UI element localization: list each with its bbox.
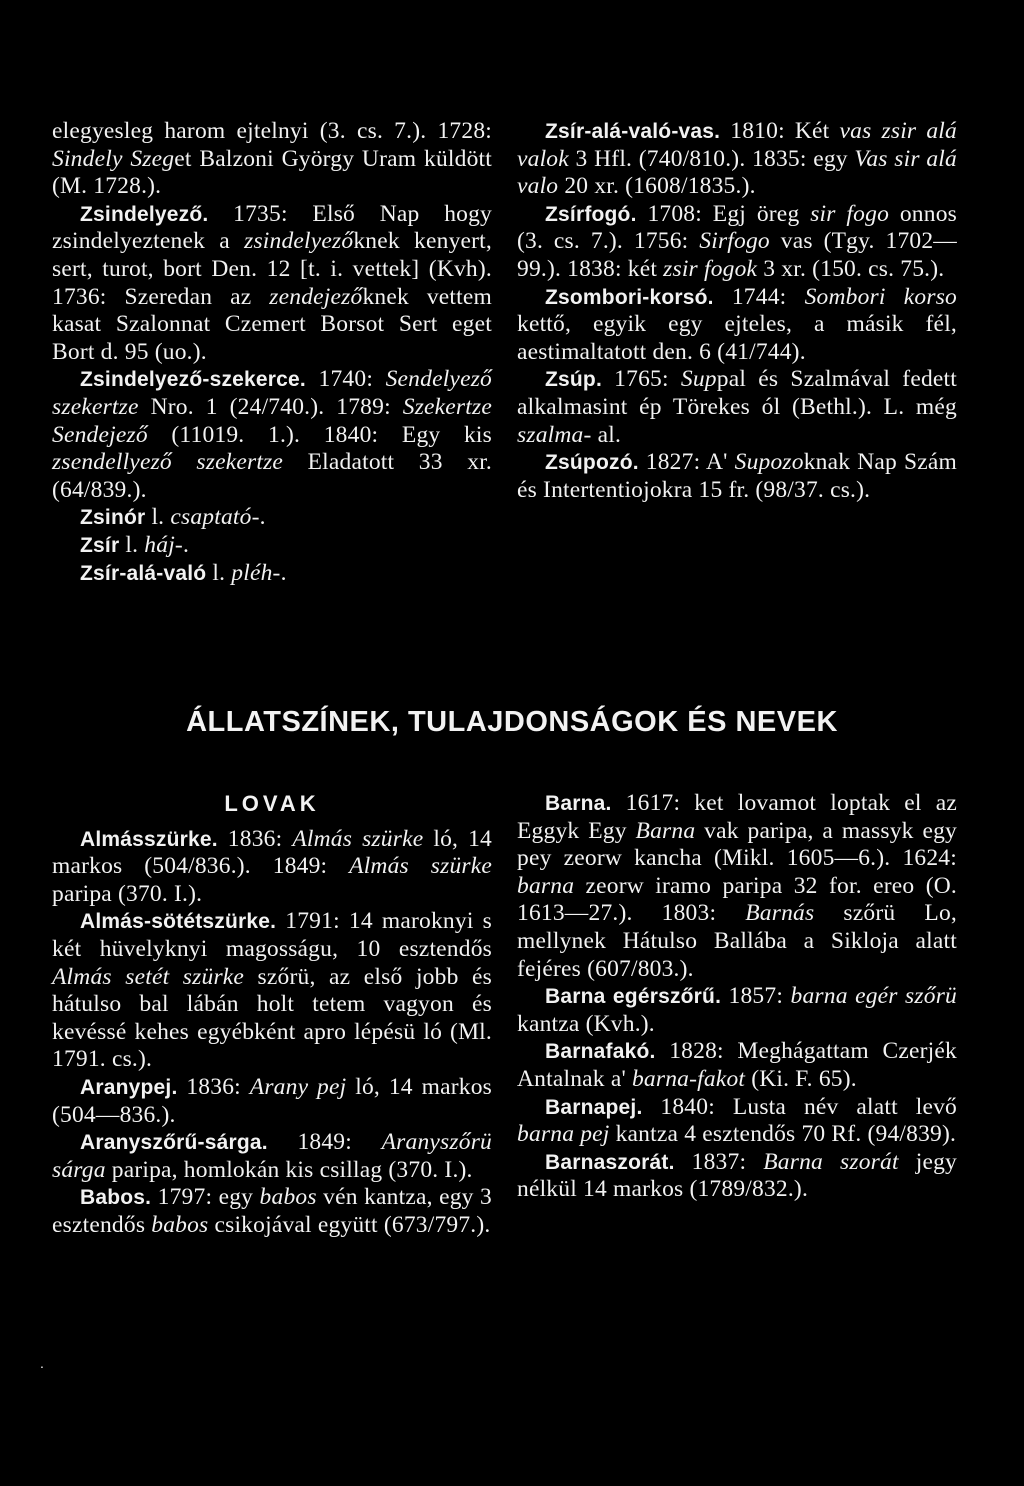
entry-quote: pléh-	[231, 559, 281, 586]
subsection-title: LOVAK	[224, 791, 320, 816]
entry-headword: Zsombori-korsó.	[545, 285, 714, 309]
entry-headword: Aranyszőrű-sárga.	[80, 1131, 268, 1155]
entry-text: kettő, egyik egy ejteles, a másik fél, aestimaltatott den. 6 (41/744).	[517, 311, 957, 365]
entry-text: szőrü, az első jobb és hátulso bal lábán holt tetem vagyon és kevéssé kehes egyébként apro lépésü ló (Ml. 1791. cs.).	[52, 963, 492, 1073]
entry-headword: Zsírfogó.	[545, 202, 637, 226]
entry-headword: Almás-sötétszürke.	[80, 910, 277, 934]
bottom-right-column	[517, 790, 957, 1204]
entry-text: l.	[119, 531, 145, 558]
entry-text: vak paripa, a massyk egy pey zeorw kancha (Mikl. 1605—6.). 1624:	[517, 817, 957, 872]
entry-text: 20 xr. (1608/1835.).	[558, 173, 756, 200]
entry-text: kantza (Kvh.).	[517, 1010, 655, 1037]
dictionary-entry	[517, 284, 957, 367]
entry-text: knek kenyert, sert, turot, bort Den. 12 [t. i. vettek] (Kvh). 1736: Szeredan az	[52, 228, 492, 310]
entry-text: 1708: Egj öreg	[636, 200, 811, 227]
entry-quote: barna	[517, 872, 575, 899]
entry-headword: Barna egérszőrű.	[545, 985, 722, 1009]
dictionary-entry	[52, 560, 492, 588]
top-left-column	[52, 118, 492, 587]
entry-text: l.	[206, 559, 232, 586]
bottom-left-column	[52, 790, 492, 1240]
entry-text: 1810: Két	[720, 118, 840, 144]
entry-text: ló, 14 markos (504—836.).	[52, 1073, 492, 1128]
dictionary-entry	[517, 790, 957, 983]
dictionary-entry	[517, 201, 957, 284]
entry-quote: zsir fogok	[663, 255, 758, 282]
entry-quote: Almás setét szürke	[52, 963, 245, 990]
entry-headword: Zsúp.	[545, 368, 602, 392]
entry-quote: Barna szorát	[763, 1148, 899, 1175]
dictionary-entry	[52, 1184, 492, 1239]
dictionary-entry	[52, 118, 492, 201]
entry-headword: Zsír	[80, 533, 120, 557]
entry-text: 1740:	[305, 366, 386, 393]
entry-quote: barna-fakot	[631, 1065, 746, 1092]
entry-quote: Vas sir alá valo	[517, 145, 957, 200]
entry-headword: Zsír-alá-való-vas.	[545, 120, 721, 143]
dictionary-entry	[52, 366, 492, 504]
entry-quote: Arany pej	[249, 1073, 347, 1100]
dictionary-entry	[52, 908, 492, 1074]
entry-text: paripa (370. I.).	[52, 880, 203, 907]
entry-text: ló, 14 markos (504/836.). 1849:	[52, 825, 492, 880]
entry-text: l.	[145, 504, 171, 531]
entry-quote: Barna	[635, 817, 696, 844]
dictionary-entry	[52, 532, 492, 560]
entry-headword: Zsindelyező-szekerce.	[80, 368, 306, 392]
dictionary-entry	[517, 118, 957, 201]
entry-text: .	[259, 504, 266, 531]
entry-headword: Zsinór	[80, 506, 146, 530]
entry-text: paripa, homlokán kis csillag (370. I.).	[105, 1156, 473, 1183]
entry-text: vas (Tgy. 1702—99.). 1838: két	[517, 228, 957, 282]
entry-headword: Zsír-alá-való	[80, 561, 207, 585]
entry-text: szőrü Lo, mellynek Hátulso Ballába a Sikloja alatt fejéres (607/803.).	[517, 900, 957, 982]
entry-quote: Sindely Szeg	[52, 145, 175, 172]
entry-headword: Babos.	[80, 1186, 152, 1210]
entry-text: 1849:	[267, 1129, 382, 1156]
entry-quote: vas zsir alá valok	[517, 118, 957, 172]
entry-quote: Almás szürke	[349, 853, 493, 880]
entry-text: onnos (3. cs. 7.). 1756:	[517, 200, 957, 255]
entry-text: Nro. 1 (24/740.). 1789:	[138, 393, 403, 420]
entry-text: al.	[591, 421, 622, 448]
entry-text: .	[280, 559, 287, 586]
entry-headword: Aranypej.	[80, 1075, 178, 1099]
entry-quote: Barnás	[745, 900, 815, 927]
entry-text: knek vettem kasat Szalonnat Czemert Borsot Sert eget Bort d. 95 (uo.).	[52, 283, 492, 365]
dictionary-entry	[517, 1094, 957, 1149]
dictionary-entry	[517, 1149, 957, 1204]
entry-quote: zendejező	[269, 283, 363, 310]
entry-text: 1744:	[713, 283, 805, 310]
stray-mark: .	[40, 1355, 44, 1371]
entry-headword: Barnafakó.	[545, 1040, 656, 1064]
dictionary-entry	[517, 983, 957, 1038]
entry-text: 1828: Meghágattam Czerjék Antalnak a'	[517, 1038, 957, 1092]
entry-text: Eladatott 33 xr. (64/839.).	[52, 449, 493, 503]
entry-text: 1797: egy	[151, 1184, 260, 1211]
entry-quote: sir fogo	[810, 200, 890, 227]
entry-text: elegyesleg harom ejtelnyi (3. cs. 7.). 1728:	[52, 118, 492, 144]
entry-text: 3 Hfl. (740/810.). 1835: egy	[568, 145, 855, 172]
entry-text: knak Nap Szám és Intertentiojokra 15 fr. (98/37. cs.).	[517, 449, 957, 503]
entry-text: et Balzoni György Uram küldött (M. 1728.).	[52, 145, 492, 200]
entry-quote: barna egér szőrü	[790, 983, 957, 1010]
entry-quote: Szekertze Sendejező	[52, 393, 492, 448]
section-title: ÁLLATSZÍNEK, TULAJDONSÁGOK ÉS NEVEK	[186, 706, 838, 738]
dictionary-entry	[517, 366, 957, 449]
bottom-left-entries	[52, 826, 492, 1240]
entry-headword: Zsindelyező.	[80, 202, 209, 226]
entry-headword: Barnapej.	[545, 1095, 643, 1119]
entry-text: 1735: Első Nap hogy zsindelyeztenek a	[52, 200, 492, 255]
entry-headword: Zsúpozó.	[545, 451, 639, 475]
entry-text: 1836:	[177, 1073, 250, 1100]
entry-quote: babos	[151, 1211, 209, 1238]
entry-quote: zsendellyező szekertze	[52, 449, 284, 476]
entry-quote: babos	[259, 1184, 317, 1211]
entry-headword: Barna.	[545, 792, 612, 815]
dictionary-entry	[52, 826, 492, 909]
dictionary-entry	[52, 1129, 492, 1184]
dictionary-entry	[52, 504, 492, 532]
entry-text: kantza 4 esztendős 70 Rf. (94/839).	[609, 1121, 957, 1148]
entry-text: (Ki. F. 65).	[745, 1065, 857, 1092]
entry-quote: Sendelyező szekertze	[52, 366, 492, 420]
dictionary-entry	[517, 449, 957, 504]
dictionary-entry	[517, 1038, 957, 1093]
entry-text: zeorw iramo paripa 32 for. ereo (O. 1613—27.). 1803:	[517, 872, 957, 927]
dictionary-entry	[52, 201, 492, 367]
entry-text: pal és Szalmával fedett alkalmasint ép Törekes ól (Bethl.). L. még	[517, 366, 957, 420]
entry-text: jegy nélkül 14 markos (1789/832.).	[517, 1148, 957, 1203]
entry-quote: barna pej	[517, 1121, 610, 1148]
entry-quote: Almás szürke	[292, 825, 424, 852]
entry-text: 1617: ket lovamot loptak el az Eggyk Egy	[517, 790, 957, 844]
entry-text: 3 xr. (150. cs. 75.).	[757, 255, 945, 282]
entry-text: vén kantza, egy 3 esztendős	[52, 1184, 492, 1238]
top-right-column	[517, 118, 957, 504]
entry-text: .	[182, 531, 190, 558]
entry-text: 1840: Lusta név alatt levő	[642, 1093, 957, 1120]
entry-text: 1791: 14 maroknyi s két hüvelyknyi magosságu, 10 esztendős	[52, 908, 492, 962]
entry-text: 1827: A'	[638, 449, 735, 476]
entry-quote: szalma-	[517, 421, 592, 448]
entry-text: 1837:	[674, 1148, 764, 1175]
entry-quote: Aranyszőrü sárga	[52, 1129, 492, 1183]
entry-text: 1836:	[217, 825, 293, 852]
entry-quote: Supozo	[734, 449, 804, 476]
entry-quote: Sombori korso	[804, 283, 957, 310]
entry-headword: Almásszürke.	[80, 827, 218, 851]
entry-quote: Sup	[680, 366, 717, 393]
entry-text: 1857:	[721, 983, 791, 1010]
entry-text: 1765:	[602, 366, 681, 393]
entry-text: (11019. 1.). 1840: Egy kis	[147, 421, 492, 448]
entry-headword: Barnaszorát.	[545, 1150, 675, 1174]
entry-quote: zsindelyező	[244, 228, 354, 255]
dictionary-entry	[52, 1074, 492, 1129]
entry-quote: háj-	[144, 531, 183, 558]
entry-text: csikojával együtt (673/797.).	[208, 1211, 491, 1238]
entry-quote: Sirfogo	[699, 228, 770, 255]
entry-quote: csaptató-	[170, 504, 260, 531]
